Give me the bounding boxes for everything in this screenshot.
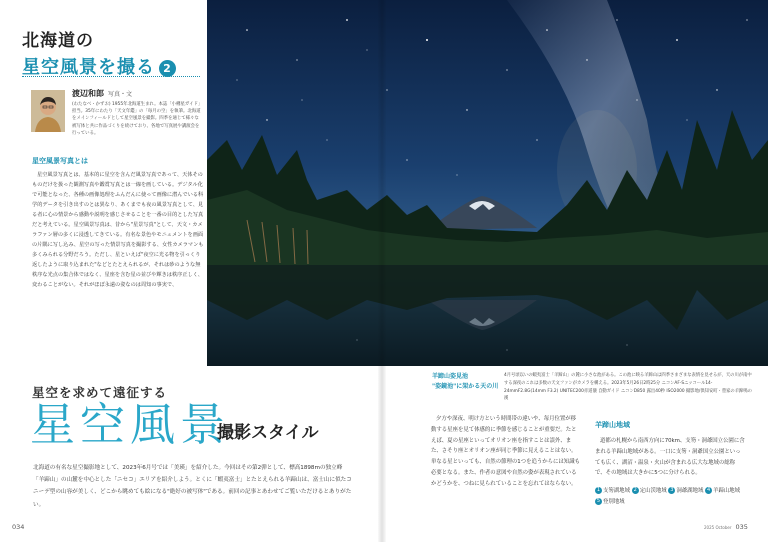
legend-number: 2: [633, 487, 637, 493]
issue-month: 2025 October: [704, 525, 732, 530]
photo-caption-body: 4月号頃以いの蝦夷富士「羊蹄山」の麓に小さな池がある。この池に映る羊蹄山は四季さまざまな表情を見せるが、天の川が南中する深夜のこれは多数の天文ファンがカメラを構える。2023年5月26日2時25分 ニコンAF-Sニッコール14-24mmF2.8G(14mm F3.2) UNITEC200赤道儀 自動ガイド ニコンD850 露出40秒 ISO2000 撮影地/倶知安町・豊家の羊蹄鳴の漢: [504, 373, 752, 402]
author-bio: (わたなべ・かずお) 1955年北海道生まれ。本誌「小樽星ガイド」担当。35年にわたり「天文年鑑」の「毎月の空」を執筆。北海道をメインフィールドとして星空風景を撮影。四季を通じて様々な被写体と共に作品づくりを続けており、各地で写真展や講演会を行っている。: [72, 102, 201, 136]
legend-label: 羊蹄山地域: [713, 488, 741, 494]
body-text-right: 道都の札幌から南西方向に70km、支笏・洞爺国立公園に含まれる羊蹄山地域がある。一口に支笏・洞爺国立公園といっても広く、湖沼・温泉・火山が含まれる広大な地域の総称で、その地域は大きかに5つに分けられる。: [595, 438, 745, 477]
legend-label: 支笏湖地域: [603, 488, 630, 494]
legend-item: [705, 488, 740, 494]
series-title-text: 星空風景を撮る: [22, 57, 155, 78]
legend-number: 1: [596, 487, 601, 493]
series-title: [22, 26, 202, 79]
section-heading-right: 羊蹄山地域: [595, 421, 630, 429]
author-portrait-art: [31, 90, 65, 132]
legend-label: 洞爺湖地域: [676, 488, 704, 494]
night-sky-photo: [207, 0, 768, 366]
page-number-right: [704, 523, 748, 531]
caption-title: 羊蹄山姿見池: [432, 373, 469, 380]
spread-gutter: [378, 0, 386, 542]
body-text-middle: 夕方や深夜、明け方という時間帯の違いや、毎月位置が移動する星座を見て体感的に季節を感じることが重要だ。たとえば、夏の星座といってオリオン座を指すことは誤外、また、さそり座とオリオン座が同じ季節に見えることはない。単なる星といっても、自然の節理の1つを追うからには知識も必要となる。また、作者の意図や自然の姿が表現されているかどうかを、つねに見られていることを忘れてはならない。: [431, 416, 580, 487]
author-name-text: 渡辺和郎: [72, 89, 104, 98]
main-title: 星空風景: [30, 398, 231, 451]
series-divider: [22, 76, 200, 77]
photo-caption-heading: [432, 372, 498, 392]
author-portrait: [31, 90, 65, 132]
legend-number: 3: [670, 487, 674, 493]
lead-paragraph: 北海道の有名な星空撮影地として、2023年6月号では「美瑛」を紹介した。今回はその第2弾として、標高1898mの独立峰「羊蹄山」の山麓を中心とした「ニセコ」エリアを紹介しよう。とくに「蝦夷富士」とたとえられる羊蹄山は、富士山に似たコニーデ型の山容が美しく、どこから眺めても絵になる"絶好の被写体"である。前回の記事とあわせてご覧いただけるとありがたい。: [33, 465, 352, 508]
title-kicker: 星空を求めて遠征する: [32, 385, 168, 400]
area-legend: [595, 486, 747, 508]
legend-item: [595, 488, 630, 494]
series-number-badge: 2: [159, 60, 176, 77]
caption-subtitle: "姿鏡池"に架かる天の川: [432, 383, 499, 390]
body-text-left: 星空風景写真とは、基本的に星空を含んだ風景写真であって、天体そのものだけを扱った観測写真や鑑賞写真とは一線を画している。デジタル化で可能となった、各種の画像処理をふんだんに使って画像に潜んでいる科学的データを引き出すのとは異なり、あくまでも夜の風景写真として、見る者に心の情景から感動や説明を感じさせることを一番の目的とした写真だと考えている。星空風景写真は、昔から"星景写真"として、天文・カメラファン層の多くに浸透してきている。有名な景色やモニュメントを画面の片隅に写し込み、星空の写った情景写真を撮影する、女性カメラマンも多くみられる分野だろう。ただし、星といえば"夜空に光る物を引っくり返したように取り込まれた"などとたとえられるが、それは砂のような無秩序な光点の集合体ではなく、星座を含む星の並びや輝きは秩序正しく、変わることがない。それがほぼ永遠の姿なのは周知の事実で、: [32, 172, 204, 288]
main-title-suffix: 撮影スタイル: [217, 423, 319, 443]
page-number-left: 034: [12, 523, 25, 531]
legend-label: 定山渓地域: [639, 488, 667, 494]
author-role: 写真・文: [108, 91, 133, 98]
section-heading-left: 星空風景写真とは: [32, 157, 88, 165]
author-name: [72, 88, 132, 99]
photo-artwork: [207, 0, 768, 366]
legend-number: 5: [596, 498, 601, 504]
legend-item: [668, 488, 703, 494]
legend-label: 登別地域: [603, 499, 625, 505]
page-number-right-text: 035: [735, 523, 748, 531]
legend-item: [595, 499, 625, 505]
legend-item: [632, 488, 667, 494]
series-title-line1: 北海道の: [22, 31, 94, 51]
legend-number: 4: [706, 487, 711, 493]
